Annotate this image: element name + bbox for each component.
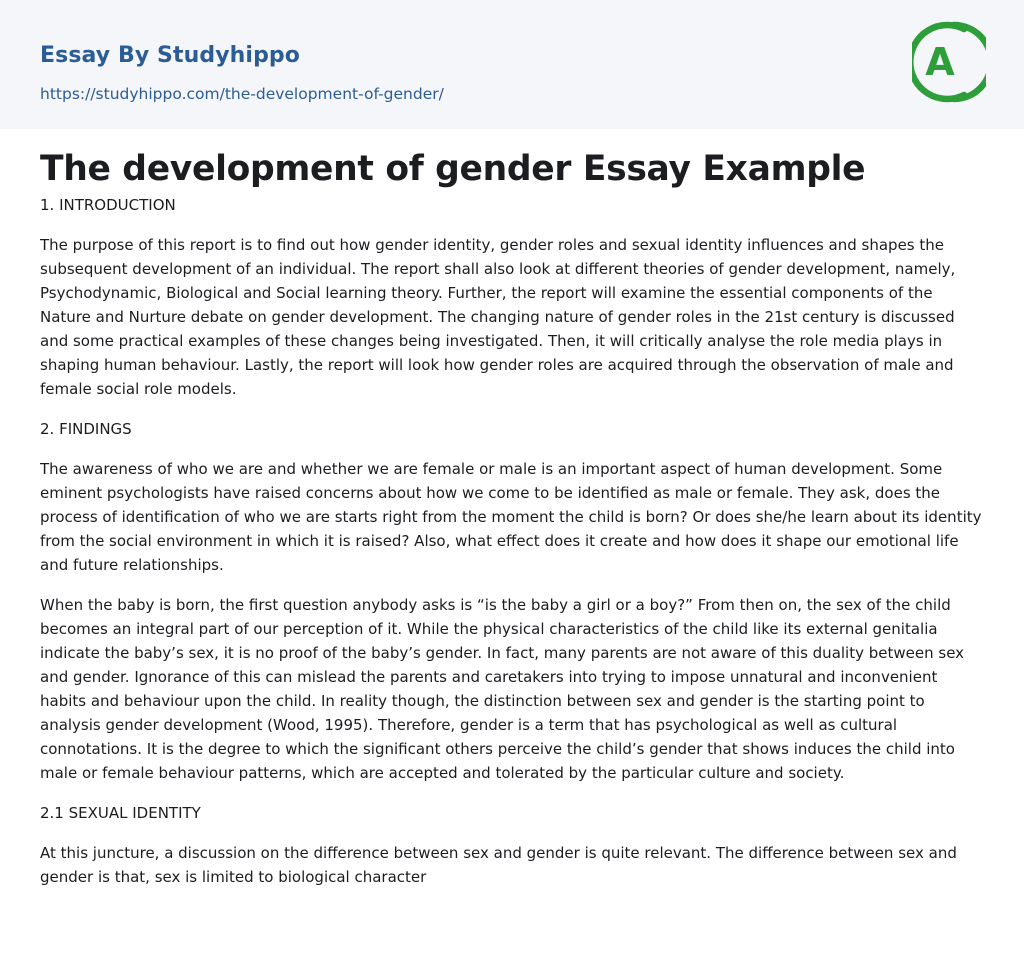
paragraph-introduction: The purpose of this report is to find out how gender identity, gender roles and sexual identity influences and shapes the subsequent development of an individual. The report shall also look at different theories of gender development, namely, Psychodynamic, Biological and Social learning theory. Further, the report will examine the essential components of the Nature and Nurture debate on gender development. The changing nature of gender roles in the 21st century is discussed and some practical examples of these changes being investigated. Then, it will critically analyse the role media plays in shaping human behaviour. Lastly, the report will look how gender roles are acquired through the observation of male and female social role models.: [40, 236, 956, 398]
article-title: The development of gender Essay Example: [40, 149, 866, 189]
site-brand[interactable]: Essay By Studyhippo: [40, 43, 300, 68]
logo-letter: A: [925, 40, 955, 84]
paragraph-findings-1: The awareness of who we are and whether we are female or male is an important aspect of human development. Some eminent psychologists have raised concerns about how we come to be identified as male or female. They ask, does the process of identification of who we are starts right from the moment the child is born? Or does she/he learn about its identity from the social environment in which it is raised? Also, what effect does it create and how does it shape our emotional life and future relationships.: [40, 460, 982, 574]
site-header: [0, 0, 1024, 129]
article: [0, 129, 1024, 889]
paragraph-findings-2: When the baby is born, the first question anybody asks is “is the baby a girl or a boy?” From then on, the sex of the child becomes an integral part of our perception of it. While the physical characteristics of the child like its external genitalia indicate the baby’s sex, it is no proof of the baby’s gender. In fact, many parents are not aware of this duality between sex and gender. Ignorance of this can mislead the parents and caretakers into trying to impose unnatural and inconvenient habits and behaviour upon the child. In reality though, the distinction between sex and gender is the starting point to analysis gender development (Wood, 1995). Therefore, gender is a term that has psychological as well as cultural connotations. It is the degree to which the significant others perceive the child’s gender that shows induces the child into male or female behaviour patterns, which are accepted and tolerated by the particular culture and society.: [40, 596, 965, 782]
section-heading-sexual-identity: 2.1 SEXUAL IDENTITY: [40, 804, 201, 822]
studyhippo-logo-icon[interactable]: [912, 19, 986, 105]
section-heading-findings: 2. FINDINGS: [40, 420, 132, 438]
source-url-link[interactable]: https://studyhippo.com/the-development-of-gender/: [40, 85, 444, 103]
paragraph-sexual-identity: At this juncture, a discussion on the difference between sex and gender is quite relevant. The difference between sex and gender is that, sex is limited to biological character: [40, 844, 957, 886]
section-heading-introduction: 1. INTRODUCTION: [40, 196, 176, 214]
